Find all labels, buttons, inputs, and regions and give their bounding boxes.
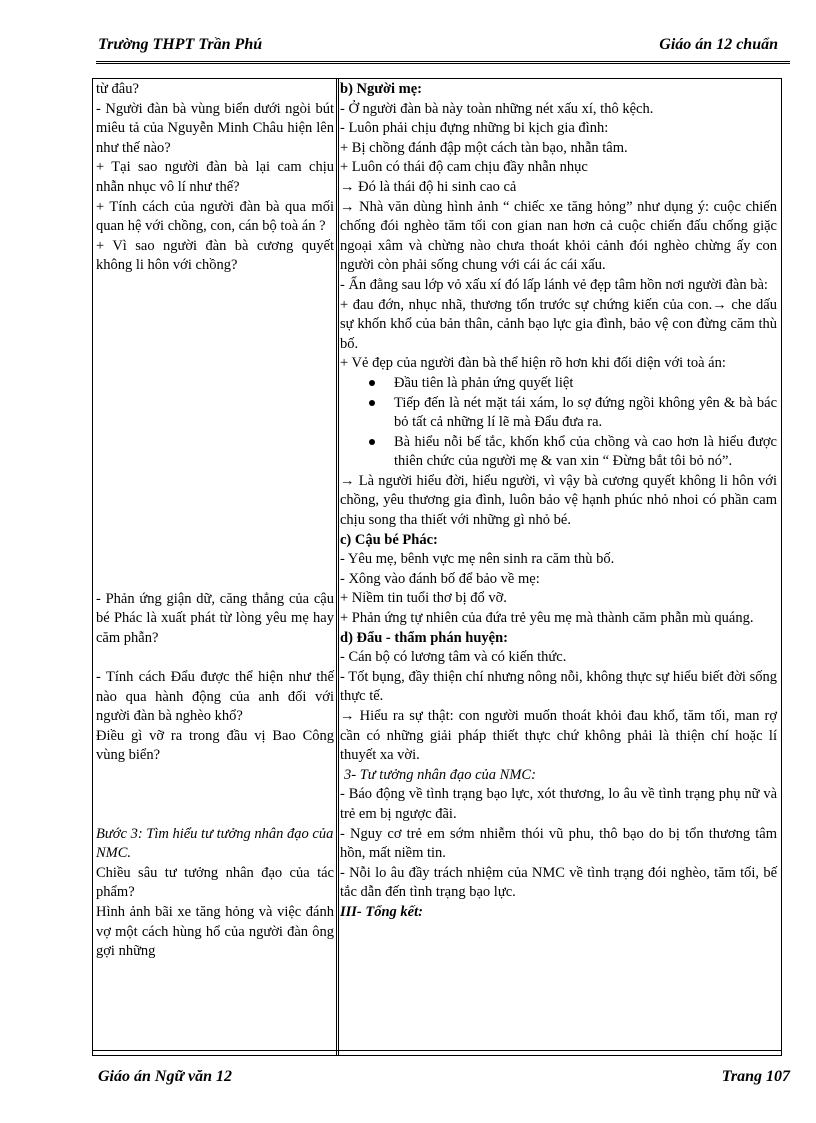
teacher-questions-column <box>96 80 334 962</box>
section-heading: III- Tổng kết: <box>340 903 423 920</box>
content-line: - Nguy cơ trẻ em sớm nhiễm thói vũ phu, thô bạo do bị tổn thương tâm hồn, mất niềm tin. <box>340 825 777 862</box>
school-name: Trường THPT Trần Phú <box>98 36 263 53</box>
content-line: → Đó là thái độ hi sinh cao cả <box>340 178 517 195</box>
section-heading: c) Cậu bé Phác: <box>340 531 438 548</box>
section-heading: d) Đẩu - thẩm phán huyện: <box>340 629 509 646</box>
column-divider <box>336 79 339 1055</box>
table-bottom-rule <box>93 1050 781 1051</box>
bullet-item: Đầu tiên là phản ứng quyết liệt <box>340 374 777 394</box>
content-line: - Báo động về tình trạng bạo lực, xót thương, lo âu về tình trạng phụ nữ và trẻ em bị ngược đãi. <box>340 786 777 822</box>
content-line: + Bị chồng đánh đập một cách tàn bạo, nhẫn tâm. <box>340 139 628 156</box>
content-line: - Cán bộ có lương tâm và có kiến thức. <box>340 649 567 666</box>
section-heading: b) Người mẹ: <box>340 81 422 97</box>
question-text: Chiều sâu tư tưởng nhân đạo của tác phẩm? <box>96 864 334 901</box>
content-line: → Hiểu ra sự thật: con người muốn thoát khỏi đau khổ, tăm tối, man rợ cần có những giải pháp thiết thực chứ không phải là thiện chí hoặc lí thuyết xa vời. <box>340 708 777 764</box>
document-title: Giáo án 12 chuẩn <box>659 36 778 53</box>
lesson-content-column <box>340 80 777 923</box>
header-rule-2 <box>96 63 790 64</box>
question-text: + Tính cách của người đàn bà qua mối quan hệ với chồng, con, cán bộ toà án ? <box>96 198 334 235</box>
header-rule <box>96 61 790 62</box>
content-line: - Tốt bụng, đầy thiện chí nhưng nông nỗi, không thực sự hiểu biết đời sống thực tế. <box>340 668 777 705</box>
question-text: Hình ảnh bãi xe tăng hỏng và việc đánh vợ một cách hùng hổ của người đàn ông gợi những <box>96 904 334 960</box>
section-heading: 3- Tư tưởng nhân đạo của NMC: <box>344 766 536 783</box>
bullet-item: Bà hiểu nỗi bế tắc, khốn khổ của chồng và cao hơn là hiểu được thiên chức của người mẹ & van xin “ Đừng bắt tôi bỏ nó”. <box>340 433 777 472</box>
question-text: - Phản ứng giận dữ, căng thẳng của cậu bé Phác là xuất phát từ lòng yêu mẹ hay căm phẫn? <box>96 590 334 646</box>
content-line: - Luôn phải chịu đựng những bi kịch gia đình: <box>340 120 609 137</box>
content-line: + Niềm tin tuổi thơ bị đổ vỡ. <box>340 590 507 607</box>
content-line: - Nỗi lo âu đầy trách nhiệm của NMC về tình trạng đói nghèo, tăm tối, bế tắc dẫn đến tình trạng bạo lực. <box>340 864 777 901</box>
content-line: → Nhà văn dùng hình ảnh “ chiếc xe tăng hỏng” như dụng ý: cuộc chiến chống đói nghèo tăm tối con gian nan hơn cả cuộc chiến đấu chống giặc ngoại xâm và chừng nào chưa thoát khỏi cảnh đói nghèo chừng ấy con người còn phải sống chung với cái ác cái xấu. <box>340 198 777 274</box>
content-line: + Phản ứng tự nhiên của đứa trẻ yêu mẹ mà thành căm phẫn mù quáng. <box>340 610 754 627</box>
question-text: - Người đàn bà vùng biển dưới ngòi bút miêu tả của Nguyễn Minh Châu hiện lên như thế nào? <box>96 100 334 156</box>
content-line: - Ở người đàn bà này toàn những nét xấu xí, thô kệch. <box>340 100 654 117</box>
content-line: - Yêu mẹ, bênh vực mẹ nên sinh ra căm thù bố. <box>340 551 615 568</box>
content-line: + đau đớn, nhục nhã, thương tổn trước sự chứng kiến của con.→ che dấu sự khốn khổ của bản thân, cảnh bạo lực gia đình, bảo vệ con đừng căm thù bố. <box>340 296 777 352</box>
page-header <box>96 36 790 60</box>
content-line: + Vẻ đẹp của người đàn bà thể hiện rõ hơn khi đối diện với toà án: <box>340 355 726 372</box>
content-line: + Luôn có thái độ cam chịu đầy nhẫn nhục <box>340 159 588 176</box>
content-line: - Xông vào đánh bố để bảo về mẹ: <box>340 570 540 587</box>
step-heading: Bước 3: Tìm hiểu tư tưởng nhân đạo của NMC. <box>96 825 334 862</box>
question-text: Điều gì vỡ ra trong đầu vị Bao Công vùng biển? <box>96 727 334 764</box>
question-text: - Tính cách Đẩu được thể hiện như thế nào qua hành động của anh đối với người đàn bà nghèo khổ? <box>96 668 334 725</box>
question-text: + Tại sao người đàn bà lại cam chịu nhẫn nhục vô lí như thế? <box>96 159 334 195</box>
subject-name: Giáo án Ngữ văn 12 <box>98 1068 233 1085</box>
content-line: → Là người hiểu đời, hiểu người, vì vậy bà cương quyết không li hôn với chồng, yêu thương gia đình, luôn bảo vệ hạnh phúc nhỏ nhoi có phần cam chịu song tha thiết với những gì nhỏ bé. <box>340 472 777 529</box>
question-text: từ đâu? <box>96 81 139 97</box>
question-text: + Vì sao người đàn bà cương quyết không li hôn với chồng? <box>96 237 334 274</box>
bullet-item: Tiếp đến là nét mặt tái xám, lo sợ đứng ngồi không yên & bà bác bỏ tất cả những lí lẽ mà Đẩu đưa ra. <box>340 394 777 433</box>
content-line: - Ẩn đằng sau lớp vỏ xấu xí đó lấp lánh vẻ đẹp tâm hồn nơi người đàn bà: <box>340 276 768 293</box>
page-number: Trang 107 <box>721 1068 790 1085</box>
